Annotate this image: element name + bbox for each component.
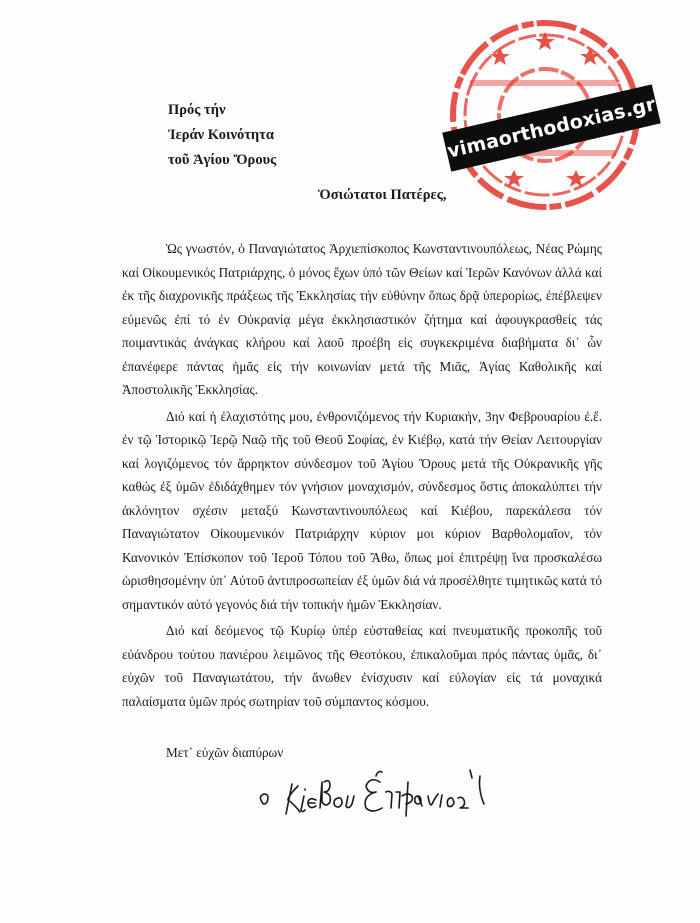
paragraph-2: Διό καί ἡ ἐλαχιστότης μου, ἐνθρονιζόμενος τήν Κυριακήν, 3ην Φεβρουαρίου ἐ.ἔ. ἐν τῷ Ἱστορικῷ Ἱερῷ Ναῷ τῆς τοῦ Θεοῦ Σοφίας, ἐν Κιέβῳ, κατά τήν Θείαν Λειτουργίαν καί λογιζόμενος τόν ἄρρηκτον σύνδεσμον τοῦ Ἁγίου Ὄρους μετά τῆς Οὐκρανικῆς γῆς καθώς ἐξ ὑμῶν ἐδιδάχθημεν τόν γνήσιον μοναχισμόν, σύνδεσμος ὅστις ἀποκαλύπτει τήν ἀκλόνητον σχέσιν μεταξύ Κωνσταντινουπόλεως καί Κιέβου, παρεκάλεσα τόν Παναγιώτατον Οἰκουμενικόν Πατριάρχην κύριον μοι κύριον Βαρθολομαῖον, τόν Κανονικόν Ἐπίσκοπον τοῦ Ἱεροῦ Τόπου τοῦ Ἄθω, ὅπως μοί ἐπιτρέψῃ ἵνα προσκαλέσω ὡρισθησομένην ὑπ᾽ Αὐτοῦ ἀντιπροσωπείαν ἐξ ὑμῶν διά νά προσέλθητε τιμητικῶς κατά τό σημαντικόν αὐτό γεγονός διά τήν τοπικήν ἡμῶν Ἐκκλησίαν.	[122, 408, 602, 612]
addressee-line-3: τοῦ Ἁγίου Ὄρους	[168, 152, 277, 168]
addressee-block	[168, 98, 276, 173]
watermark-logo: vimaorthodoxias.gr	[442, 84, 660, 171]
closing-formula: Μετ᾽ εὐχῶν διαπύρων	[166, 745, 284, 760]
paragraph-1: Ὡς γνωστόν, ὁ Παναγιώτατος Ἀρχιεπίσκοπος Κωνσταντινουπόλεως, Νέας Ρώμης καί Οἰκουμενικός Πατριάρχης, ὁ μόνος ἔχων ὑπό τῶν Θείων καί Ἱερῶν Κανόνων ἀλλά καί ἐκ τῆς διαχρονικῆς πράξεως τῆς Ἐκκλησίας τήν εὐθύνην ὅπως δρᾷ ὑπερορίως, ἐπέβλεψεν εὐμενῶς ἐπί τό ἐν Οὐκρανίᾳ μέγα ἐκκλησιαστικόν ζήτημα καί ἀφουγκρασθείς τάς ποιμαντικάς ἀνάγκας κλήρου καί λαοῦ προέβη εἰς συγκεκριμένα διαβήματα δι᾽ ὧν ἐπανέφερε πάντας ἡμᾶς εἰς τήν κοινωνίαν μετά τῆς Μιᾶς, Ἁγίας Καθολικῆς καί Ἀποστολικῆς Ἐκκλησίας.	[122, 241, 602, 397]
addressee-line-2: Ἱεράν Κοινότητα	[168, 127, 274, 143]
salutation: Ὁσιώτατοι Πατέρες,	[318, 187, 447, 203]
addressee-line-1: Πρός τήν	[168, 102, 226, 118]
paragraph-3: Διό καί δεόμενος τῷ Κυρίῳ ὑπέρ εὐσταθείας καί πνευματικῆς προκοπῆς τοῦ εὐάνδρου τούτου πανιέρου λειμῶνος τῆς Θεοτόκου, ἐπικαλοῦμαι πρός πάντας ὑμᾶς, δι᾽ εὐχῶν τοῦ Παναγιωτάτου, τήν ἄνωθεν ἐνίσχυσιν καί εὐλογίαν εἰς τά μοναχικά παλαίσματα ὑμῶν πρός σωτηρίαν τοῦ σύμπαντος κόσμου.	[122, 623, 602, 709]
handwritten-signature	[258, 762, 503, 842]
letter-body	[122, 237, 602, 716]
